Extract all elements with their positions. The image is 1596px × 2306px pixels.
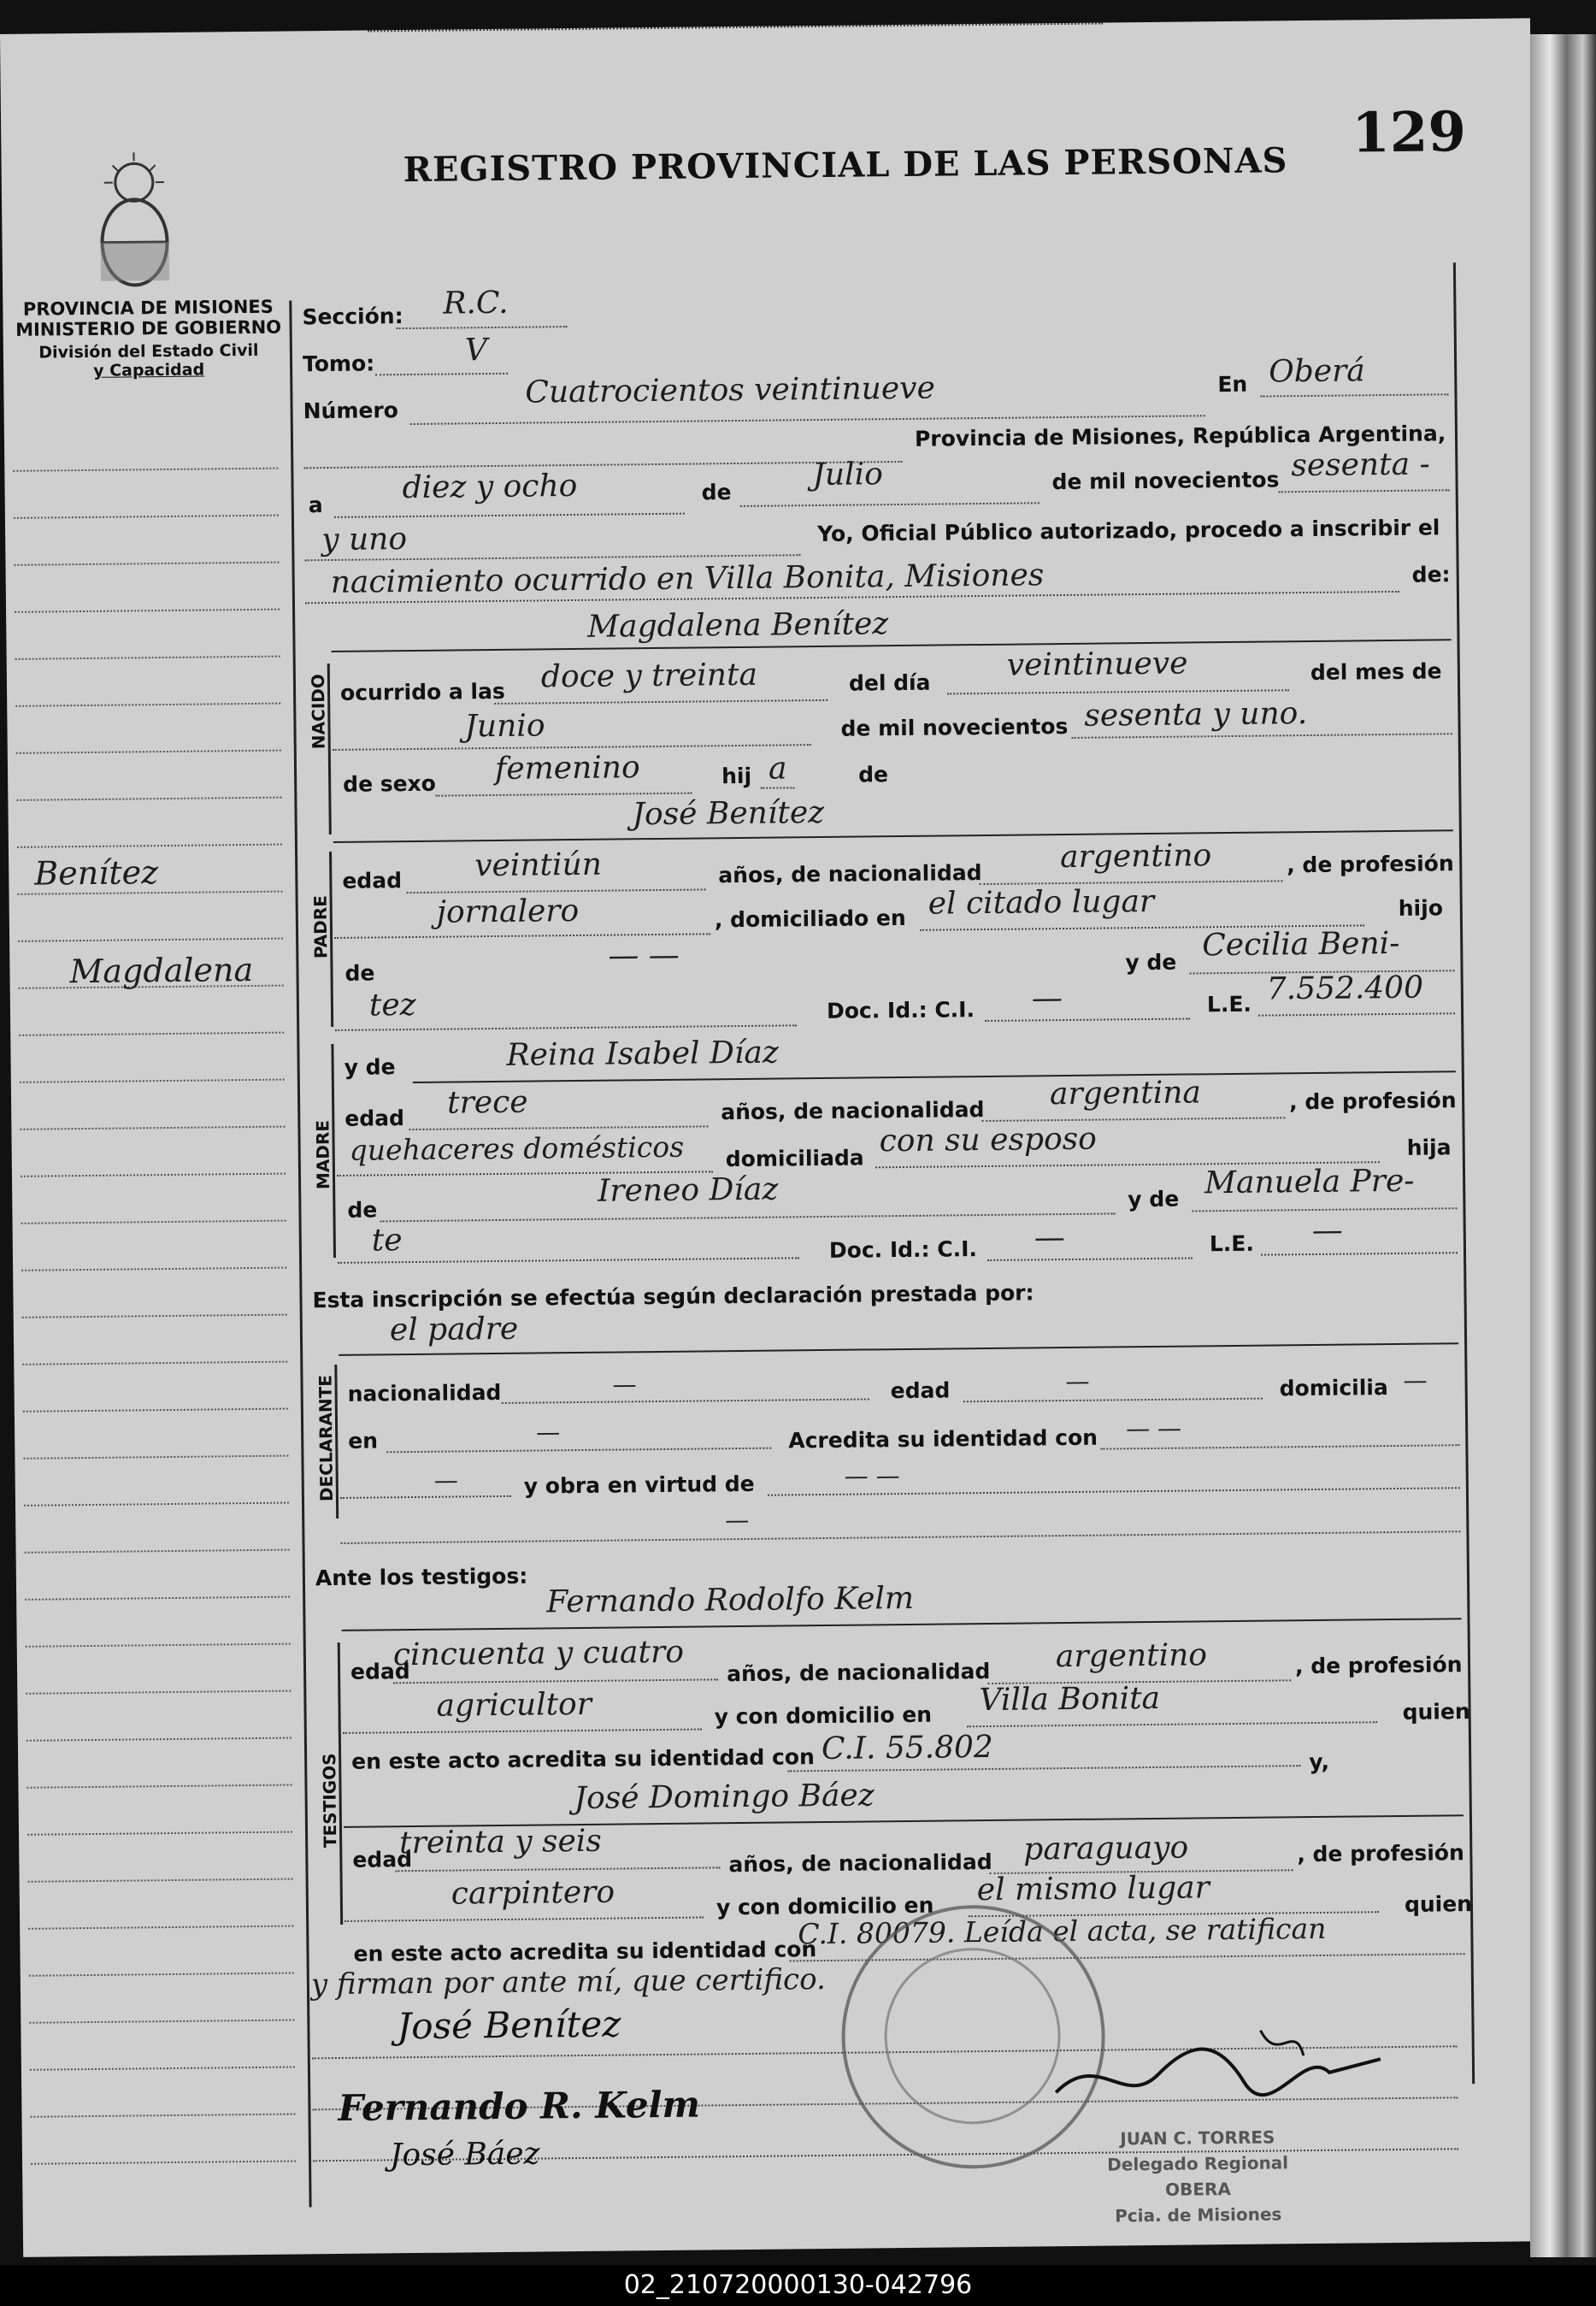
numero-label: Número <box>303 398 399 424</box>
official-province: Pcia. de Misiones <box>1115 2203 1282 2226</box>
padre-doc-label: Doc. Id.: C.I. <box>826 997 975 1023</box>
tomo-line <box>375 373 508 376</box>
declarante-nac-label: nacionalidad <box>347 1379 502 1407</box>
t2-quien-label: quien <box>1404 1891 1473 1917</box>
declarante-obra: — — <box>844 1461 900 1490</box>
ocurrido-label: ocurrido a las <box>339 678 505 705</box>
declarante-en-label: en <box>348 1428 379 1454</box>
madre-de-line <box>380 1212 1116 1222</box>
signature-jose-benitez: José Benítez <box>397 2002 621 2048</box>
padre-nac-value: argentino <box>1059 838 1212 876</box>
margin-rule <box>14 515 279 519</box>
padre-domicilio: el citado lugar <box>928 883 1155 922</box>
declarante-acredita-label: Acredita su identidad con <box>788 1424 1098 1454</box>
declarante-acredita-line <box>1100 1444 1459 1449</box>
seccion-line <box>397 326 568 329</box>
mes-value: Julio <box>812 457 883 493</box>
margin-rule <box>31 2161 296 2165</box>
sexo-line <box>435 793 692 797</box>
margin-rule <box>16 797 281 801</box>
t1-nac-label: años, de nacionalidad <box>726 1658 991 1687</box>
t1-dom-label: y con domicilio en <box>714 1701 933 1730</box>
declarante-nacionalidad: — <box>612 1370 637 1399</box>
madre-domicilio: con su esposo <box>879 1121 1098 1159</box>
padre-nac-label: años, de nacionalidad <box>718 860 982 888</box>
t2-nac-label: años, de nacionalidad <box>728 1849 992 1878</box>
declarante-intro: Esta inscripción se efectúa según declaración prestada por: <box>312 1280 1034 1313</box>
margin-rule <box>28 1878 293 1883</box>
margin-rule <box>30 2067 295 2071</box>
margin-rule <box>20 1079 285 1083</box>
lugar-value: Oberá <box>1269 353 1365 390</box>
madre-madre-de-2: te <box>371 1223 403 1259</box>
t1-prof-line <box>343 1729 702 1734</box>
margin-rule <box>19 1032 284 1036</box>
padre-name-line <box>333 829 1453 843</box>
margin-rule <box>29 1973 294 1977</box>
declarante-obra-2: — <box>725 1505 750 1535</box>
declarante-obra-label: y obra en virtud de <box>523 1471 755 1499</box>
dia-line <box>334 513 685 518</box>
padre-de-value: — — <box>608 937 680 974</box>
nacido-dia-line <box>947 689 1289 694</box>
dia-label: del día <box>848 669 931 696</box>
margin-divider <box>289 300 311 2207</box>
madre-doc-label: Doc. Id.: C.I. <box>828 1236 978 1263</box>
margin-rule <box>15 609 280 613</box>
padre-ci: — <box>1031 981 1063 1017</box>
t2-acredita-label: en este acto acredita su identidad con <box>353 1937 817 1967</box>
padre-nombre: José Benítez <box>632 794 825 833</box>
nacido-anio-line <box>1072 733 1452 739</box>
testigo1-id: C.I. 55.802 <box>821 1729 994 1767</box>
declarante-edad-label: edad <box>890 1377 951 1404</box>
padre-de-line <box>368 22 1103 32</box>
madre-profesion: quehaceres domésticos <box>349 1129 685 1167</box>
t2-edad-line <box>396 1867 721 1872</box>
madre-nac-label: años, de nacionalidad <box>721 1097 985 1125</box>
padre-le: 7.552.400 <box>1266 970 1424 1007</box>
tomo-label: Tomo: <box>302 351 375 377</box>
padre-hijo-label: hijo <box>1398 895 1444 921</box>
madre-name-line <box>413 1070 1456 1083</box>
madre-nombre: Reina Isabel Díaz <box>506 1035 780 1073</box>
margin-rule <box>21 1220 286 1224</box>
t1-y-label: y, <box>1309 1749 1330 1775</box>
padre-de-label: de <box>345 960 375 986</box>
margin-rule <box>22 1314 287 1318</box>
padre-yde-label: y de <box>1125 949 1177 976</box>
margin-given-name: Magdalena <box>69 950 254 991</box>
padre-edad-value: veintiún <box>474 846 603 884</box>
padre-edad-label: edad <box>342 868 403 894</box>
official-place: OBERA <box>1164 2179 1231 2200</box>
en-label: En <box>1217 371 1248 398</box>
official-name: JUAN C. TORRES <box>1120 2126 1275 2150</box>
testigo1-name-line <box>342 1618 1462 1631</box>
declarante-edad-line <box>963 1398 1263 1403</box>
official-signature <box>1046 2012 1389 2118</box>
declarante-acredita: — — <box>1125 1413 1182 1443</box>
declarante-quien: el padre <box>389 1311 519 1348</box>
document-title: REGISTRO PROVINCIAL DE LAS PERSONAS <box>403 140 1288 191</box>
t2-prof-line <box>345 1917 704 1922</box>
madre-side-label: MADRE <box>312 1119 334 1190</box>
padre-edad-line <box>407 888 706 894</box>
testigo2-id: C.I. 80079. Leída el acta, se ratifican <box>798 1911 1327 1951</box>
madre-yde2-label: y de <box>1128 1186 1180 1212</box>
hij-label: hij <box>721 763 752 789</box>
testigo2-nombre: José Domingo Báez <box>574 1778 875 1817</box>
margin-rule <box>16 750 281 754</box>
margin-rule <box>20 1126 285 1130</box>
nacido-side-label: NACIDO <box>307 674 329 750</box>
nacido-dia-value: veintinueve <box>1006 646 1188 683</box>
madre-madre-de2-line <box>338 1257 799 1264</box>
de2-label: de: <box>1411 562 1451 587</box>
org-line-3: División del Estado Civil <box>38 340 259 363</box>
margin-rule <box>25 1549 290 1554</box>
margin-rule <box>15 656 280 660</box>
declarante-obra-prefix: — <box>433 1466 458 1495</box>
numero-line <box>410 415 1205 425</box>
margin-rule <box>22 1361 287 1365</box>
nacido-name-line <box>332 639 1452 652</box>
declarante-side-label: DECLARANTE <box>315 1374 337 1502</box>
declarante-domicilio: — <box>1403 1365 1428 1395</box>
padre-madre-de-2: tez <box>368 987 416 1023</box>
org-line-2: MINISTERIO DE GOBIERNO <box>15 316 282 340</box>
t1-acredita-label: en este acto acredita su identidad con <box>351 1744 815 1774</box>
nacido-anio-value: sesenta y uno. <box>1084 696 1308 734</box>
margin-rule <box>27 1737 292 1742</box>
t2-edad-label: edad <box>352 1847 413 1873</box>
anio-line <box>1279 489 1450 492</box>
madre-padre-de: Ireneo Díaz <box>597 1171 779 1209</box>
oficial-label: Yo, Oficial Público autorizado, procedo a inscribir el <box>817 515 1440 547</box>
sexo-value: femenino <box>494 750 640 787</box>
margin-rule <box>25 1596 290 1601</box>
mes-label: del mes de <box>1310 658 1442 685</box>
testigos-intro: Ante los testigos: <box>315 1563 528 1591</box>
t1-prof-label: , de profesión <box>1294 1652 1463 1679</box>
margin-rule <box>28 1926 293 1930</box>
padre-profesion: jornalero <box>436 893 580 930</box>
mes-line <box>740 502 1039 507</box>
madre-de-label: de <box>347 1197 378 1223</box>
declarante-en: — <box>535 1418 561 1447</box>
t2-dom-label: y con domicilio en <box>716 1892 934 1920</box>
madre-prof-label: , de profesión <box>1289 1088 1457 1115</box>
madre-hija-label: hija <box>1406 1135 1452 1160</box>
padre-ci-line <box>985 1017 1190 1022</box>
nacido-anio-label: de mil novecientos <box>840 713 1069 741</box>
nacido-de-label: de <box>857 762 889 787</box>
padre-prof-label: , de profesión <box>1287 851 1454 878</box>
declarante-edad: — <box>1065 1366 1090 1396</box>
margin-rule <box>17 844 282 848</box>
provincia-label: Provincia de Misiones, República Argentina, <box>914 421 1446 451</box>
t2-prof-label: , de profesión <box>1297 1840 1464 1867</box>
declarante-dom-label: domicilia <box>1279 1375 1388 1401</box>
margin-rule <box>23 1455 288 1460</box>
org-line-1: PROVINCIA DE MISIONES <box>22 296 274 320</box>
madre-dom-label: domiciliada <box>725 1145 864 1172</box>
margin-surname: Benítez <box>34 853 159 893</box>
signature-jose-baez: José Báez <box>389 2136 540 2173</box>
testigo2-edad: treinta y seis <box>398 1823 602 1861</box>
margin-rule <box>26 1690 291 1695</box>
coat-of-arms-icon <box>95 148 174 294</box>
numero-value: Cuatrocientos veintinueve <box>525 370 936 410</box>
testigo1-dom: Villa Bonita <box>979 1680 1161 1719</box>
madre-edad: trece <box>446 1084 528 1121</box>
t1-edad-label: edad <box>350 1659 410 1684</box>
margin-rule <box>30 2114 295 2118</box>
madre-le: — <box>1311 1212 1343 1249</box>
declarante-en-line <box>386 1448 771 1454</box>
book-spine <box>1530 34 1596 2257</box>
madre-madre-de: Manuela Pre- <box>1204 1163 1415 1201</box>
madre-nacionalidad: argentina <box>1049 1075 1202 1112</box>
margin-rule <box>29 2020 294 2024</box>
madre-le-label: L.E. <box>1209 1230 1255 1257</box>
testigo1-edad: cincuenta y cuatro <box>392 1634 685 1673</box>
padre-side-label: PADRE <box>309 895 332 959</box>
testigo1-nac: argentino <box>1055 1637 1208 1675</box>
right-border <box>1453 262 1475 2084</box>
hij-line <box>760 787 794 788</box>
testigo2-dom: el mismo lugar <box>976 1870 1210 1908</box>
margin-rule <box>13 468 278 472</box>
testigo1-prof: agricultor <box>436 1686 592 1724</box>
declarante-nac-line <box>502 1398 869 1404</box>
testigos-side-label: TESTIGOS <box>319 1753 341 1849</box>
margin-rule <box>23 1408 288 1412</box>
anio-label: de mil novecientos <box>1051 467 1280 495</box>
tomo-value: V <box>464 333 488 369</box>
hora-line <box>494 699 827 705</box>
declarante-obra-pre-line <box>340 1495 511 1499</box>
margin-rule <box>26 1643 291 1648</box>
margin-rule <box>15 703 280 707</box>
declarante-extra-line <box>340 1530 1460 1544</box>
padre-le-label: L.E. <box>1206 991 1252 1017</box>
madre-ci: — <box>1034 1220 1066 1256</box>
t1-dom-line <box>967 1721 1377 1727</box>
de-label: de <box>701 480 732 505</box>
sexo-label: de sexo <box>343 770 437 797</box>
madre-le-line <box>1261 1252 1458 1255</box>
madre-nac-line <box>981 1117 1285 1122</box>
margin-rule <box>21 1173 286 1177</box>
seccion-value: R.C. <box>443 285 509 321</box>
page-number: 129 <box>1351 100 1467 166</box>
org-line-4: y Capacidad <box>93 360 205 380</box>
register-page <box>0 18 1553 2257</box>
anio-value: sesenta - <box>1291 446 1430 484</box>
margin-rule <box>24 1502 289 1507</box>
testigo2-prof: carpintero <box>451 1874 615 1912</box>
dia-value: diez y ocho <box>402 468 578 506</box>
testigo1-nombre: Fernando Rodolfo Kelm <box>546 1580 915 1620</box>
madre-edad-label: edad <box>345 1106 405 1131</box>
issuing-authority <box>11 297 286 381</box>
cierre-text: y firman por ante mí, que certifico. <box>310 1962 826 2002</box>
padre-le-line <box>1258 1012 1455 1016</box>
margin-rule <box>18 938 283 942</box>
official-title: Delegado Regional <box>1107 2152 1289 2175</box>
anio-continuation: y uno <box>321 522 408 558</box>
hij-suffix: a <box>768 751 787 787</box>
nacido-mes-line <box>333 744 811 751</box>
t1-edad-line <box>393 1678 718 1684</box>
margin-rule <box>21 1267 286 1271</box>
image-id-footer: 02_210720000130-042796 <box>0 2265 1596 2306</box>
testigo2-nac: paraguayo <box>1023 1830 1189 1867</box>
padre-madre-de2-line <box>335 1024 797 1031</box>
hecho-value: nacimiento ocurrido en Villa Bonita, Misiones <box>330 557 1045 600</box>
signature-fernando-kelm: Fernando R. Kelm <box>338 2083 701 2129</box>
madre-ci-line <box>987 1257 1193 1261</box>
madre-madre-de-line <box>1192 1207 1457 1212</box>
margin-rule <box>27 1831 292 1836</box>
t1-quien-label: quien <box>1402 1699 1470 1725</box>
padre-dom-label: , domiciliado en <box>714 905 906 933</box>
seccion-label: Sección: <box>302 304 403 330</box>
lugar-line <box>1261 393 1449 397</box>
official-stamp-text <box>1091 2124 1305 2229</box>
hora-value: doce y treinta <box>540 657 758 695</box>
madre-yde-label: y de <box>344 1054 396 1080</box>
margin-rule <box>27 1784 292 1789</box>
a-label: a <box>308 492 323 518</box>
padre-madre-de: Cecilia Beni- <box>1202 925 1400 964</box>
nacido-mes-value: Junio <box>464 708 545 745</box>
margin-rule <box>14 562 279 566</box>
nacido-nombre: Magdalena Benítez <box>587 606 889 645</box>
